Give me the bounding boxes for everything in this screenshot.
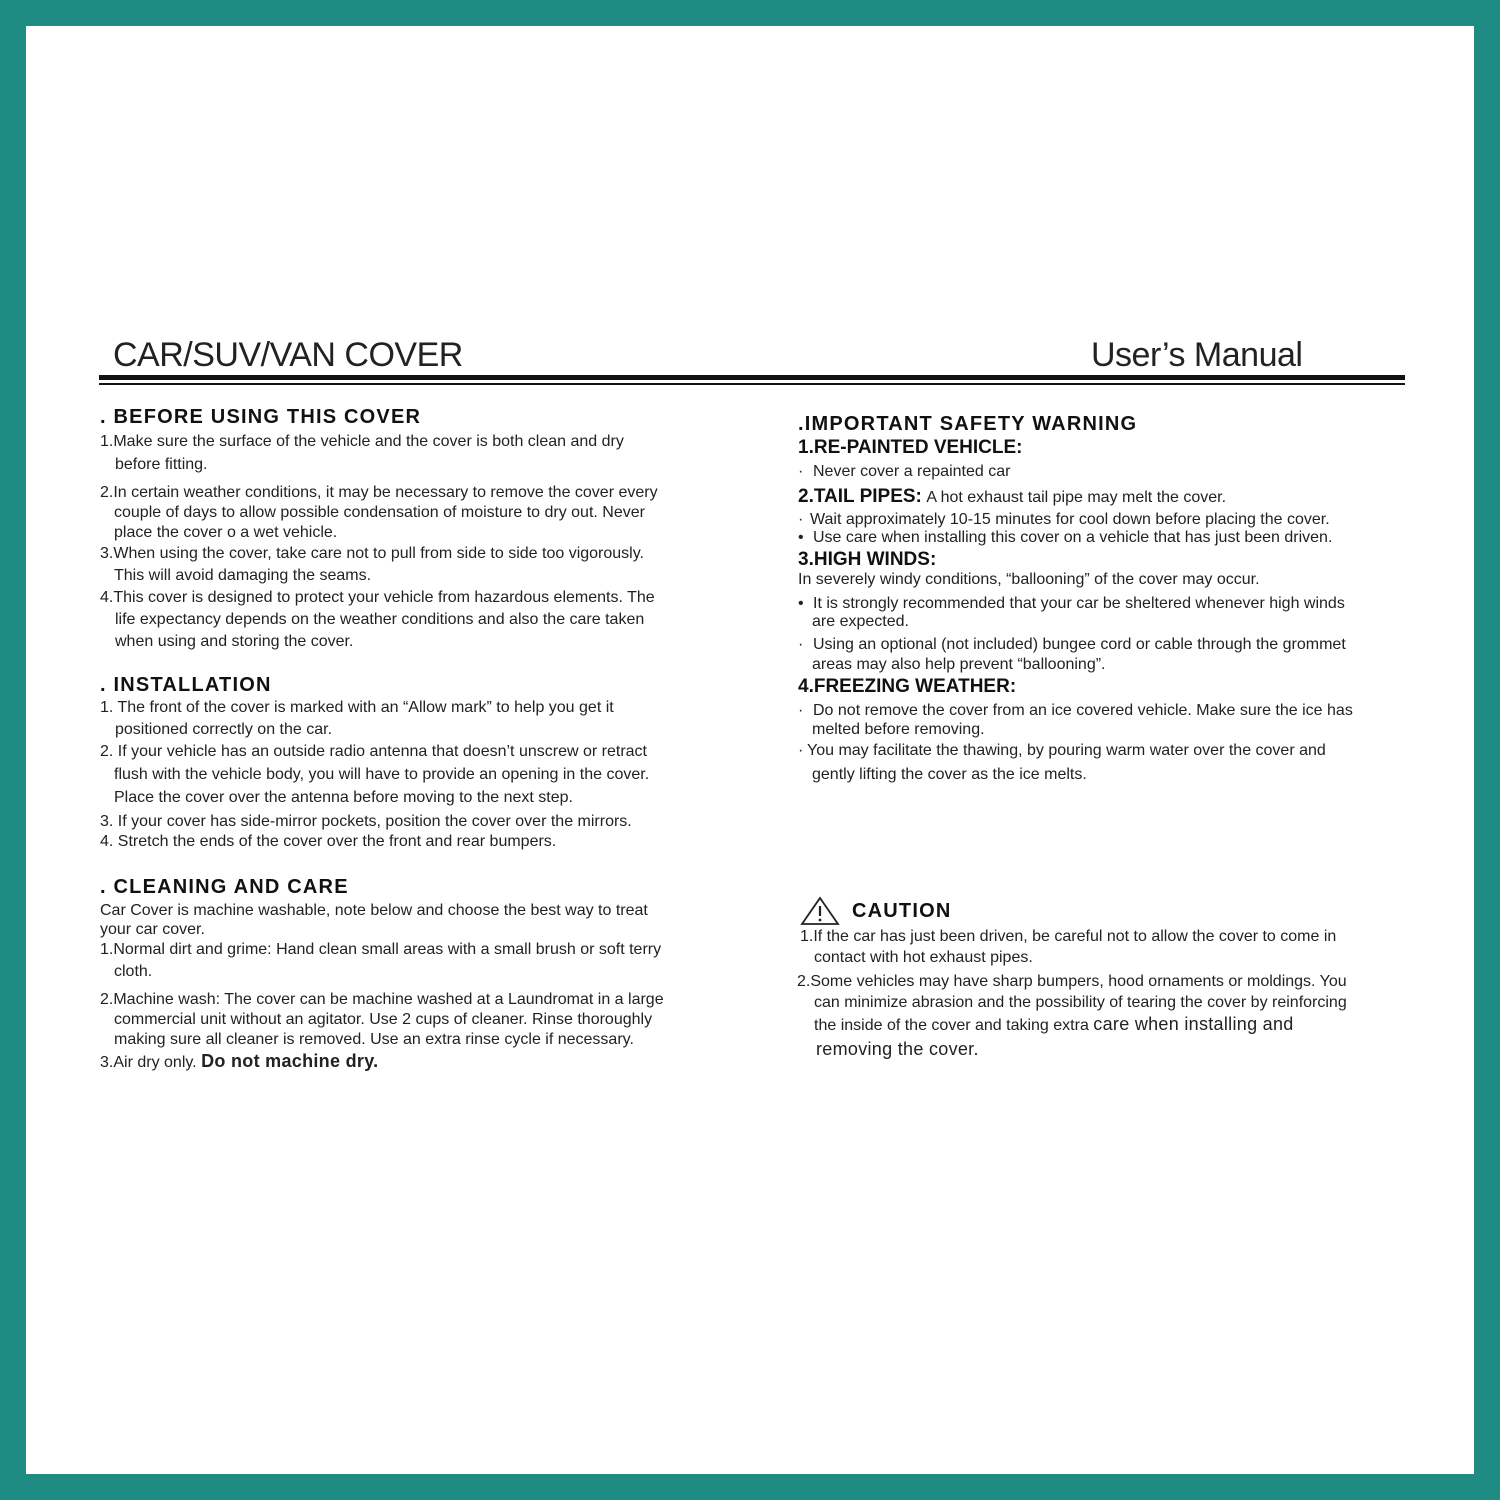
list-item: 3.Air dry only. Do not machine dry. bbox=[100, 1051, 379, 1071]
section-before-using bbox=[100, 405, 720, 652]
bullet-item: · You may facilitate the thawing, by pouring warm water over the cover and gently lifting the cover as the ice melts. bbox=[798, 742, 1326, 783]
section-heading: .IMPORTANT SAFETY WARNING bbox=[798, 413, 1138, 435]
bullet-item: · Never cover a repainted car bbox=[798, 463, 1011, 480]
manual-subtitle: User’s Manual bbox=[1091, 336, 1303, 374]
bullet-item: · Do not remove the cover from an ice covered vehicle. Make sure the ice has melted before removing. bbox=[798, 702, 1353, 738]
caution-heading: CAUTION bbox=[852, 900, 952, 922]
section-cleaning bbox=[100, 875, 720, 1073]
list-item: 1.Make sure the surface of the vehicle and the cover is both clean and dry before fitting. bbox=[100, 433, 624, 473]
list-item: 2. If your vehicle has an outside radio antenna that doesn’t unscrew or retract flush with the vehicle body, you will have to provide an opening in the cover. Place the cover over the antenna before moving to the next step. bbox=[100, 743, 650, 806]
subsection-title: 3.HIGH WINDS: bbox=[798, 549, 937, 570]
list-item: 2.Machine wash: The cover can be machine washed at a Laundromat in a large commercial unit without an agitator. Use 2 cups of cleaner. Rinse thoroughly making sure all cleaner is removed. Use an extra rinse cycle if necessary. bbox=[100, 991, 664, 1048]
subsection-title: 1.RE-PAINTED VEHICLE: bbox=[798, 437, 1023, 458]
section-caution bbox=[797, 896, 1400, 1060]
bullet-item: · Wait approximately 10-15 minutes for cool down before placing the cover. bbox=[798, 511, 1330, 528]
list-item: 4. Stretch the ends of the cover over the front and rear bumpers. bbox=[100, 833, 557, 850]
list-item: 2.In certain weather conditions, it may be necessary to remove the cover every couple of days to allow possible condensation of moisture to dry out. Never place the cover o a wet vehicle. bbox=[100, 484, 658, 541]
subsection-tail-pipes: 2.TAIL PIPES: A hot exhaust tail pipe may melt the cover. bbox=[798, 486, 1227, 507]
section-heading: . INSTALLATION bbox=[100, 674, 272, 696]
subsection-title: 4.FREEZING WEATHER: bbox=[798, 676, 1017, 697]
list-item: 2.Some vehicles may have sharp bumpers, hood ornaments or moldings. You can minimize abrasion and the possibility of tearing the cover by reinforcing the inside of the cover and taking extra care when installing and removing the cover. bbox=[800, 971, 1400, 1060]
section-heading: . CLEANING AND CARE bbox=[100, 876, 349, 898]
subsection-title: 2.TAIL PIPES: bbox=[798, 486, 922, 507]
warning-triangle-icon bbox=[800, 896, 840, 926]
section-heading: . BEFORE USING THIS COVER bbox=[100, 406, 422, 428]
header-rule-thin bbox=[99, 383, 1405, 385]
bullet-item: • It is strongly recommended that your car be sheltered whenever high winds are expected. bbox=[798, 595, 1345, 630]
intro-text: Car Cover is machine washable, note below and choose the best way to treat your car cover. bbox=[100, 902, 648, 938]
list-item: 1.Normal dirt and grime: Hand clean small areas with a small brush or soft terry cloth. bbox=[100, 941, 662, 980]
left-column bbox=[100, 405, 720, 1073]
bullet-item: • Use care when installing this cover on a vehicle that has just been driven. bbox=[798, 529, 1333, 546]
emphasis-text: care when installing and bbox=[1093, 1014, 1294, 1034]
emphasis-text: removing the cover. bbox=[816, 1039, 979, 1059]
bullet-item: · Using an optional (not included) bungee cord or cable through the grommet areas may also help prevent “ballooning”. bbox=[798, 636, 1346, 673]
manual-title: CAR/SUV/VAN COVER bbox=[113, 336, 463, 374]
list-item: 1.If the car has just been driven, be careful not to allow the cover to come in contact with hot exhaust pipes. bbox=[800, 928, 1337, 966]
section-installation bbox=[100, 673, 720, 852]
section-safety: .IMPORTANT SAFETY WARNING 1.RE-PAINTED VEHICLE: · Never cover a repainted car 2.TAIL PIPES: A hot exhaust tail pipe may melt the cover. · Wait approximately 10-15 minutes for cool down before placing the cover. • Use care when installing this cover on a vehicle that has just been driven. 3.HIGH WINDS: In severely windy conditions, “ballooning” of the cover may occur. • It is strongly recommended that your car be sheltered whenever high winds are expected. · Using an optional (not included) bungee cord or cable through the grommet areas may also help prevent “ballooning”. 4.FREEZING WEATHER: · Do not remove the cover from an ice covered vehicle. Make sure the ice has melted before removing. · You may facilitate the thawing, by pouring warm water over the cover and gently lifting the cover as the ice melts. bbox=[798, 412, 1398, 785]
emphasis-text: Do not machine dry. bbox=[201, 1051, 379, 1071]
header-rule-thick bbox=[99, 375, 1405, 380]
list-item: 3.When using the cover, take care not to pull from side to side too vigorously. This will avoid damaging the seams. bbox=[100, 545, 644, 584]
caution-header bbox=[800, 896, 1400, 926]
list-item: 1. The front of the cover is marked with an “Allow mark” to help you get it positioned correctly on the car. bbox=[100, 699, 614, 738]
right-column bbox=[798, 412, 1398, 785]
list-item: 3. If your cover has side-mirror pockets, position the cover over the mirrors. bbox=[100, 813, 632, 830]
list-item: 4.This cover is designed to protect your vehicle from hazardous elements. The life expectancy depends on the weather conditions and also the care taken when using and storing the cover. bbox=[100, 589, 655, 650]
